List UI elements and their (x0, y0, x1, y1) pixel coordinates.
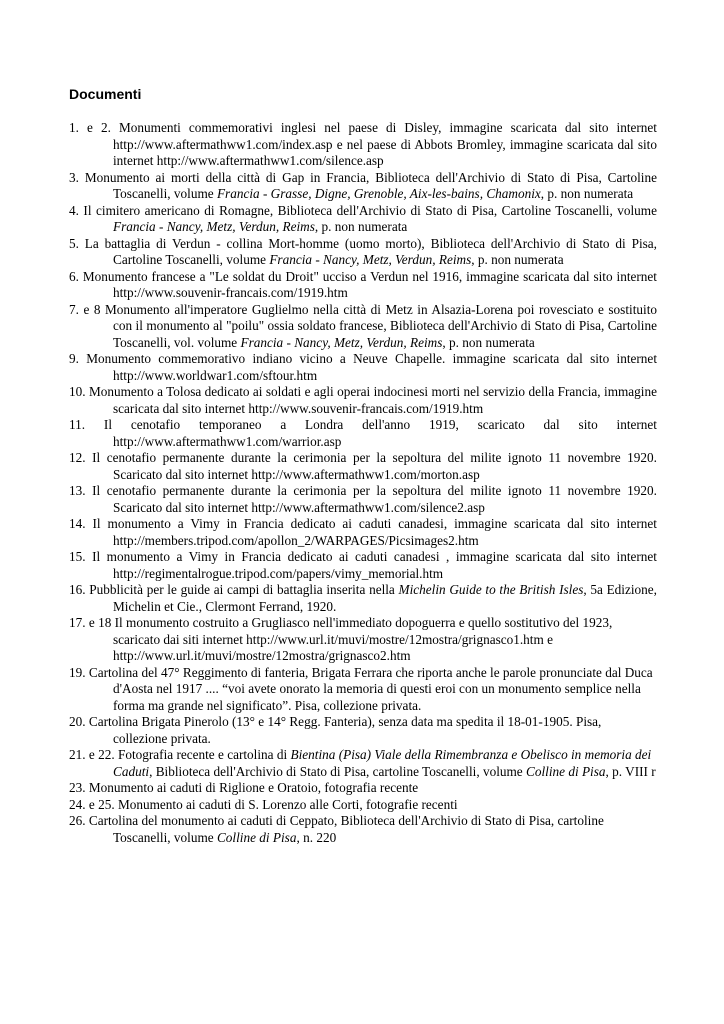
entry-italic-text: Michelin Guide to the British Isles (398, 582, 584, 597)
entry-text: 21. e 22. Fotografia recente e cartolina di (69, 747, 291, 762)
entry-text: 4. Il cimitero americano di Romagne, Biblioteca dell'Archivio di Stato di Pisa, Cartoline Toscanelli, volume (69, 202, 657, 218)
entry-italic-text: Francia - Nancy, Metz, Verdun, Reims (269, 252, 472, 267)
reference-entry (69, 813, 657, 846)
entry-text: 7. e 8 Monumento all'imperatore Guglielmo nella città di Metz in Alsazia-Lorena poi rovesciato e sostituito con il monumento al "poilu" ossia soldato francese, Biblioteca dell'Archivio di Stato di Pisa, Cartoline Toscanelli, vol. volume (69, 301, 657, 350)
entry-text: , p. non numerata (314, 219, 408, 234)
reference-entry (69, 665, 657, 715)
entry-text: 20. Cartolina Brigata Pinerolo (13° e 14° Regg. Fanteria), senza data ma spedita il 18-01-1905. Pisa, collezione privata. (69, 714, 602, 746)
entry-italic-text: Francia - Grasse, Digne, Grenoble, Aix-les-bains, Chamonix (216, 186, 541, 201)
entry-text: , p. non numerata (442, 334, 535, 350)
entry-text: 24. e 25. Monumento ai caduti di S. Lorenzo alle Corti, fotografie recenti (69, 796, 458, 812)
reference-entry (69, 120, 657, 170)
reference-entry (69, 269, 657, 302)
entry-italic-text: Colline di Pisa (216, 829, 297, 845)
reference-entry (69, 483, 657, 516)
entry-text: 23. Monumento ai caduti di Riglione e Oratoio, fotografia recente (69, 780, 419, 795)
entry-text: 13. Il cenotafio permanente durante la cerimonia per la sepoltura del milite ignoto 11 novembre 1920. Scaricato dal sito internet http://www.aftermathww1.com/silence2.asp (69, 483, 657, 515)
page-title: Documenti (69, 86, 142, 102)
reference-entry (69, 549, 657, 582)
entry-text: 11. Il cenotafio temporaneo a Londra dell'anno 1919, scaricato dal sito internet http://www.aftermathww1.com/warrior.asp (69, 417, 657, 449)
reference-entry (69, 384, 657, 417)
reference-entry (69, 582, 657, 615)
entry-text: 16. Pubblicità per le guide ai campi di battaglia inserita nella (69, 582, 399, 597)
reference-entry (69, 351, 657, 384)
reference-list (69, 120, 657, 846)
entry-text: 3. Monumento ai morti della città di Gap in Francia, Biblioteca dell'Archivio di Stato di Pisa, Cartoline Toscanelli, volume (69, 169, 657, 201)
entry-text: 9. Monumento commemorativo indiano vicino a Neuve Chapelle. immagine scaricata dal sito internet http://www.worldwar1.com/sftour.htm (69, 351, 657, 383)
reference-entry (69, 450, 657, 483)
entry-italic-text: Bientina (Pisa) Viale della Rimembranza e Obelisco in memoria dei Caduti (113, 747, 652, 779)
reference-entry (69, 714, 657, 747)
entry-text: 6. Monumento francese a "Le soldat du Droit" ucciso a Verdun nel 1916, immagine scaricata dal sito internet http://www.souvenir-francais.com/1919.htm (69, 268, 657, 300)
entry-text: , p. non numerata (540, 186, 634, 201)
entry-text: 26. Cartolina del monumento ai caduti di Ceppato, Biblioteca dell'Archivio di Stato di Pisa, cartoline Toscanelli, volume (69, 813, 604, 845)
entry-italic-text: Francia - Nancy, Metz, Verdun, Reims (240, 334, 443, 350)
entry-text: 14. Il monumento a Vimy in Francia dedicato ai caduti canadesi, immagine scaricata dal sito internet http://members.tripod.com/apollon_2/WARPAGES/Picsimages2.htm (69, 516, 657, 548)
entry-italic-text: Colline di Pisa (526, 763, 606, 779)
reference-entry (69, 417, 657, 450)
entry-text: 15. Il monumento a Vimy in Francia dedicato ai caduti canadesi , immagine scaricata dal sito internet http://regimentalrogue.tripod.com/papers/vimy_memorial.htm (69, 549, 657, 581)
entry-text: , n. 220 (296, 829, 337, 845)
reference-entry (69, 797, 657, 814)
entry-text: 5. La battaglia di Verdun - collina Mort-homme (uomo morto), Biblioteca dell'Archivio di Stato di Pisa, Cartoline Toscanelli, volume (69, 235, 657, 267)
entry-text: , Biblioteca dell'Archivio di Stato di Pisa, cartoline Toscanelli, volume (149, 763, 527, 779)
entry-text: 19. Cartolina del 47° Reggimento di fanteria, Brigata Ferrara che riporta anche le parole pronunciate dal Duca d'Aosta nel 1917 .... “voi avete onorato la memoria di questi eroi con un monumento semplice nella forma ma grande nel significato”. Pisa, collezione privata. (69, 664, 653, 713)
entry-text: 10. Monumento a Tolosa dedicato ai soldati e agli operai indocinesi morti nel servizio della Francia, immagine scaricata dal sito internet http://www.souvenir-francais.com/1919.htm (69, 384, 657, 416)
entry-text: , p. VIII r (605, 763, 656, 779)
entry-text: 1. e 2. Monumenti commemorativi inglesi nel paese di Disley, immagine scaricata dal sito internet http://www.aftermathww1.com/index.asp e nel paese di Abbots Bromley, immagine scaricata dal sito internet http://www.aftermathww1.com/silence.asp (69, 120, 657, 168)
entry-text: 12. Il cenotafio permanente durante la cerimonia per la sepoltura del milite ignoto 11 novembre 1920. Scaricato dal sito internet http://www.aftermathww1.com/morton.asp (69, 450, 657, 482)
reference-entry (69, 236, 657, 269)
entry-text: , p. non numerata (471, 252, 564, 267)
entry-text: 17. e 18 Il monumento costruito a Grugliasco nell'immediato dopoguerra e quello sostitutivo del 1923, scaricato dai siti internet http://www.url.it/muvi/mostre/12mostra/grignasco1.htm e http://www.url.it/muvi/mostre/12mostra/grignasco2.htm (69, 615, 613, 663)
entry-italic-text: Francia - Nancy, Metz, Verdun, Reims (113, 219, 315, 234)
reference-entry (69, 615, 657, 665)
entry-text: , 5a Edizione, Michelin et Cie., Clermont Ferrand, 1920. (113, 582, 657, 614)
reference-entry (69, 780, 657, 797)
reference-entry (69, 516, 657, 549)
reference-entry (69, 203, 657, 236)
reference-entry (69, 170, 657, 203)
reference-entry (69, 302, 657, 352)
reference-entry (69, 747, 657, 780)
